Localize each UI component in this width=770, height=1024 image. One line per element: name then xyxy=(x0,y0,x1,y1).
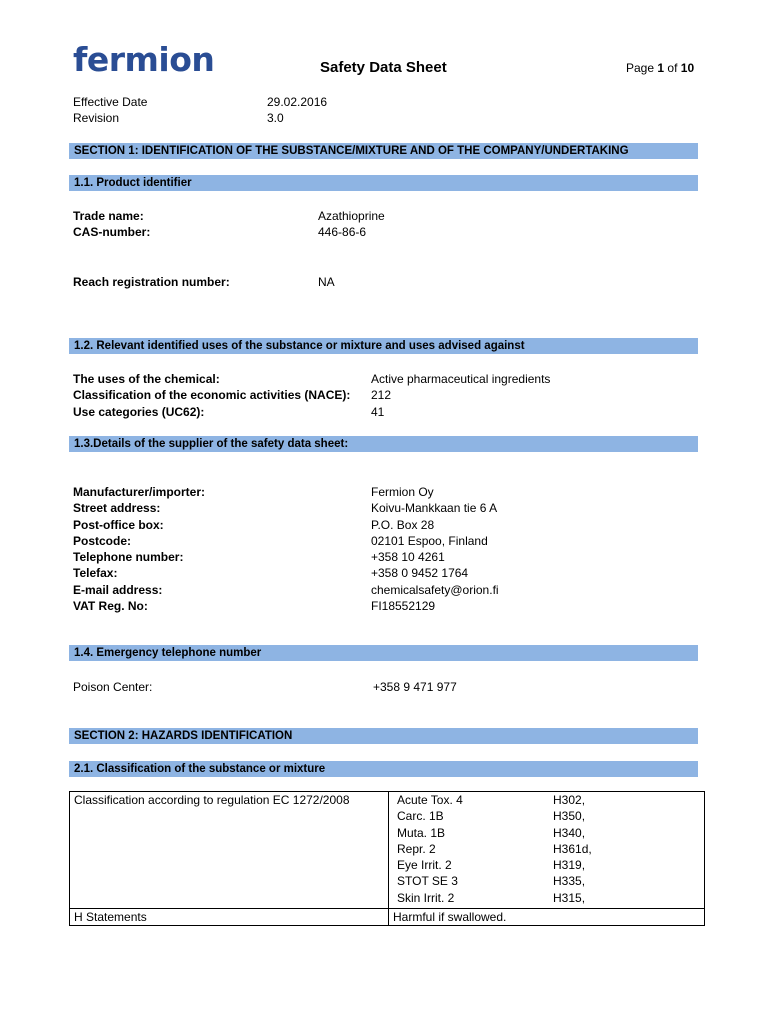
vat-value: FI18552129 xyxy=(371,599,436,614)
classification-label-cell xyxy=(70,792,389,909)
uc62-label: Use categories (UC62): xyxy=(73,404,205,419)
classification-values-cell xyxy=(389,792,705,909)
section2-header: SECTION 2: HAZARDS IDENTIFICATION xyxy=(69,728,698,744)
table-row xyxy=(70,909,705,926)
manufacturer-value: Fermion Oy xyxy=(371,485,434,499)
h-statements-label: H Statements xyxy=(74,910,147,925)
cas-number-value: 446-86-6 xyxy=(318,225,367,240)
hazard-class: Acute Tox. 4 xyxy=(397,793,463,807)
hazard-code: H319, xyxy=(553,858,586,873)
uses-values xyxy=(371,371,550,420)
hazard-class: Carc. 1B xyxy=(397,809,444,824)
reach-label: Reach registration number: xyxy=(73,275,230,289)
poison-center-value: +358 9 471 977 xyxy=(373,680,457,694)
nace-label: Classification of the economic activities (NACE): xyxy=(73,388,351,403)
hazard-class: Repr. 2 xyxy=(397,841,436,856)
poison-center-label: Poison Center: xyxy=(73,680,153,694)
hazard-code: H340, xyxy=(553,825,586,840)
trade-name-value: Azathioprine xyxy=(318,209,385,223)
telefax-label: Telefax: xyxy=(73,566,118,581)
section13-header: 1.3.Details of the supplier of the safety data sheet: xyxy=(69,436,698,452)
classification-label: Classification according to regulation EC 1272/2008 xyxy=(74,793,350,807)
street-label: Street address: xyxy=(73,501,161,516)
section21-header: 2.1. Classification of the substance or mixture xyxy=(69,761,698,777)
h-statements-value-cell xyxy=(389,909,705,926)
meta-labels xyxy=(73,94,147,127)
revision-label: Revision xyxy=(73,111,120,126)
telephone-label: Telephone number: xyxy=(73,550,184,565)
hazard-class: Skin Irrit. 2 xyxy=(397,890,455,905)
table-row xyxy=(70,792,705,909)
cas-number-label: CAS-number: xyxy=(73,225,151,240)
h-statements-label-cell xyxy=(70,909,389,926)
page-current: 1 xyxy=(657,61,665,75)
hazard-code: H361d, xyxy=(553,841,592,856)
hazard-code: H302, xyxy=(553,793,586,807)
classification-list xyxy=(393,793,700,907)
manufacturer-label: Manufacturer/importer: xyxy=(73,485,206,499)
revision-value: 3.0 xyxy=(267,111,284,126)
pobox-label: Post-office box: xyxy=(73,517,164,532)
uses-value: Active pharmaceutical ingredients xyxy=(371,372,551,386)
section14-header: 1.4. Emergency telephone number xyxy=(69,645,698,661)
hazard-code: H350, xyxy=(553,809,586,824)
section11-header: 1.1. Product identifier xyxy=(69,175,698,191)
classification-table xyxy=(69,791,705,926)
telefax-value: +358 0 9452 1764 xyxy=(371,566,469,581)
hazard-class: Muta. 1B xyxy=(397,825,446,840)
hazard-codes xyxy=(553,793,653,907)
uses-label: The uses of the chemical: xyxy=(73,372,220,386)
section1-header: SECTION 1: IDENTIFICATION OF THE SUBSTANCE/MIXTURE AND OF THE COMPANY/UNDERTAKING xyxy=(69,143,698,159)
postcode-value: 02101 Espoo, Finland xyxy=(371,533,488,548)
page-label: Page xyxy=(626,61,655,75)
nace-value: 212 xyxy=(371,388,392,403)
h-statements-value: Harmful if swallowed. xyxy=(393,910,507,925)
email-value: chemicalsafety@orion.fi xyxy=(371,582,499,597)
trade-name-label: Trade name: xyxy=(73,209,144,223)
hazard-class: STOT SE 3 xyxy=(397,874,458,889)
meta-values xyxy=(267,94,327,127)
uses-labels xyxy=(73,371,350,420)
company-logo: fermion xyxy=(73,40,215,79)
section12-header: 1.2. Relevant identified uses of the substance or mixture and uses advised against xyxy=(69,338,698,354)
street-value: Koivu-Mankkaan tie 6 A xyxy=(371,501,498,516)
postcode-label: Postcode: xyxy=(73,533,132,548)
product-labels xyxy=(73,208,150,241)
page-number xyxy=(626,61,694,75)
pobox-value: P.O. Box 28 xyxy=(371,517,435,532)
supplier-values xyxy=(371,484,499,614)
product-values xyxy=(318,208,385,241)
document-title: Safety Data Sheet xyxy=(320,59,447,76)
vat-label: VAT Reg. No: xyxy=(73,599,148,614)
page-of: of xyxy=(667,61,678,75)
reach-value: NA xyxy=(318,275,335,289)
email-label: E-mail address: xyxy=(73,582,163,597)
hazard-class: Eye Irrit. 2 xyxy=(397,858,452,873)
hazard-classes xyxy=(393,793,553,907)
page-total: 10 xyxy=(680,61,695,75)
hazard-code: H335, xyxy=(553,874,586,889)
hazard-code: H315, xyxy=(553,890,586,905)
supplier-labels xyxy=(73,484,205,614)
telephone-value: +358 10 4261 xyxy=(371,550,445,565)
effective-date-value: 29.02.2016 xyxy=(267,95,328,109)
effective-date-label: Effective Date xyxy=(73,95,148,109)
uc62-value: 41 xyxy=(371,404,385,419)
